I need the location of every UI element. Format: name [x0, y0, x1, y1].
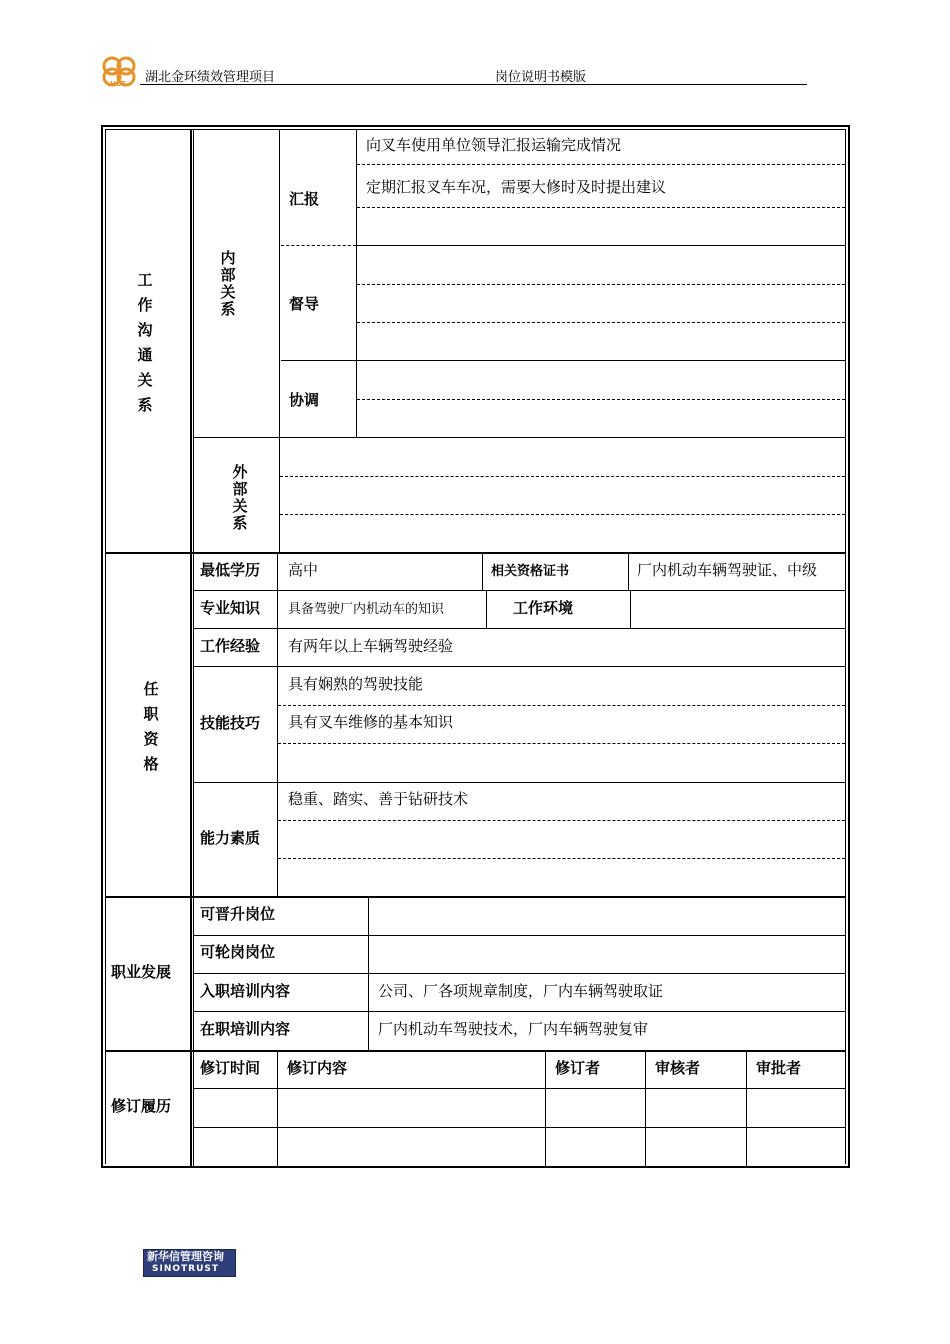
section-revision: 修订履历	[111, 1097, 172, 1115]
rev-header-reviser: 修订者	[555, 1059, 601, 1077]
header-rule	[140, 84, 807, 85]
rev-header-approver: 审批者	[756, 1059, 802, 1077]
exp-label: 工作经验	[200, 637, 261, 655]
coordinate-label: 协调	[289, 391, 320, 409]
report-label: 汇报	[289, 190, 320, 208]
exp-value: 有两年以上车辆驾驶经验	[288, 637, 454, 655]
hcf-logo-text: HCF	[110, 80, 126, 88]
skill-2: 具有叉车维修的基本知识	[288, 713, 454, 731]
doc-title: 岗位说明书模版	[495, 70, 587, 85]
section-qual: 任职资格	[143, 680, 159, 773]
sinotrust-logo	[143, 1249, 236, 1277]
ability-label: 能力素质	[200, 829, 261, 847]
knowledge-value: 具备驾驶厂内机动车的知识	[288, 602, 445, 617]
sinotrust-logo-cn: 新华信管理咨询	[147, 1250, 224, 1263]
rev-header-reviewer: 审核者	[655, 1059, 701, 1077]
rev-header-content: 修订内容	[287, 1059, 348, 1077]
cert-label: 相关资格证书	[491, 564, 570, 579]
report-line-2: 定期汇报叉车车况，需要大修时及时提出建议	[366, 178, 667, 196]
edu-value: 高中	[288, 561, 319, 579]
rotate-label: 可轮岗岗位	[200, 943, 276, 961]
external-relations-label: 外部关系	[232, 463, 248, 532]
entry-training-value: 公司、厂各项规章制度，厂内车辆驾驶取证	[378, 982, 664, 1000]
knowledge-label: 专业知识	[200, 599, 261, 617]
onjob-training-label: 在职培训内容	[200, 1020, 291, 1038]
section-career: 职业发展	[111, 963, 172, 981]
section-comm: 工作沟通关系	[137, 271, 153, 414]
onjob-training-value: 厂内机动车驾驶技术，厂内车辆驾驶复审	[378, 1020, 649, 1038]
env-label: 工作环境	[513, 599, 574, 617]
promote-label: 可晋升岗位	[200, 905, 276, 923]
sinotrust-logo-en: SINOTRUST	[152, 1264, 220, 1274]
ability-1: 稳重、踏实、善于钻研技术	[288, 790, 469, 808]
supervise-label: 督导	[289, 295, 320, 313]
skill-1: 具有娴熟的驾驶技能	[288, 675, 424, 693]
entry-training-label: 入职培训内容	[200, 982, 291, 1000]
internal-relations-label: 内部关系	[220, 249, 236, 318]
edu-label: 最低学历	[200, 561, 261, 579]
skills-label: 技能技巧	[200, 714, 261, 732]
project-name: 湖北金环绩效管理项目	[145, 70, 276, 85]
report-line-1: 向叉车使用单位领导汇报运输完成情况	[366, 136, 622, 154]
cert-value: 厂内机动车辆驾驶证、中级	[637, 561, 818, 579]
rev-header-time: 修订时间	[200, 1059, 261, 1077]
